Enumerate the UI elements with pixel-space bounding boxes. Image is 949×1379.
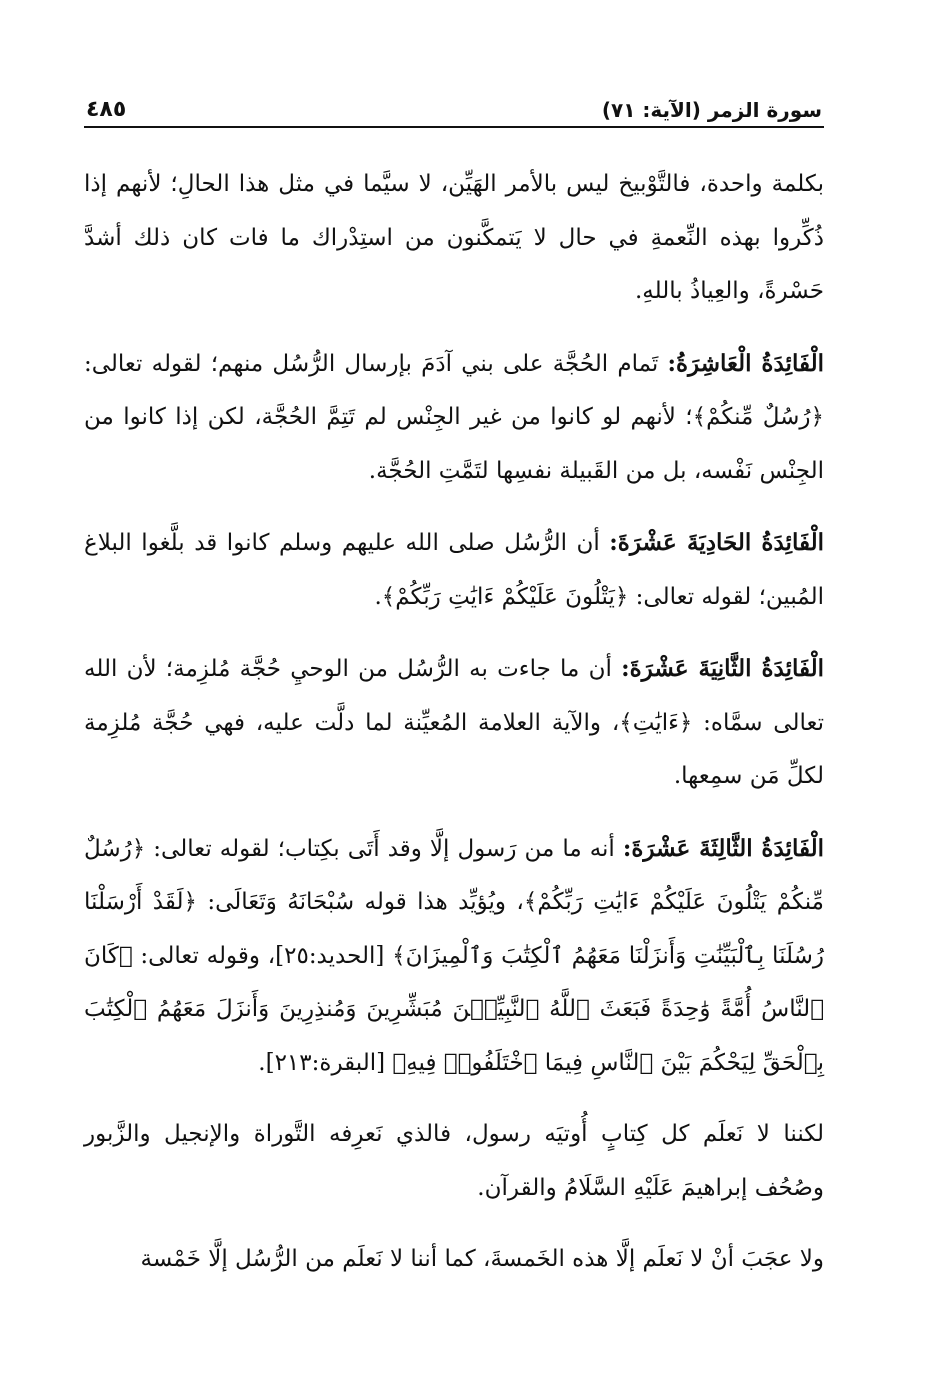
paragraph — [84, 1233, 824, 1287]
benefit-heading: الْفَائِدَةُ الثَّالِثَةَ عَشْرَةَ: — [622, 834, 824, 862]
paragraph — [84, 822, 824, 1091]
page-number: ٤٨٥ — [86, 97, 127, 122]
paragraph-text: تَمام الحُجَّة على بني آدَمَ بإرسال الرُّسُل منهم؛ لقوله تعالى: ﴿رُسُلٌ مِّنكُمْ﴾؛ لأنهم لو كانوا من غير الجِنْس لم تَتِمَّ الحُجَّة، لكن إذا كانوا من الجِنْس نَفْسه، بل من القَبيلة نفسِها لتَمَّتِ الحُجَّة. — [84, 350, 824, 484]
paragraph-text: لكننا لا نَعلَم كل كِتابٍ أُوتيَه رسول، فالذي نَعرِفه التَّوراة والإنجيل والزَّبور وصُحُف إبراهيمَ عَلَيْهِ السَّلَامُ والقرآن. — [84, 1121, 824, 1201]
paragraph — [84, 516, 824, 624]
paragraph — [84, 1108, 824, 1215]
paragraph-text: أن الرُّسُل صلى الله عليهم وسلم كانوا قد بلَّغوا البلاغ المُبين؛ لقوله تعالى: ﴿يَتْلُونَ عَلَيْكُمْ ءَايَٰتِ رَبِّكُمْ﴾. — [84, 530, 824, 610]
surah-title: سورة الزمر (الآية: ٧١) — [601, 98, 822, 122]
page-body — [84, 158, 824, 1287]
paragraph — [84, 642, 824, 804]
paragraph-text: ولا عجَبَ أنْ لا نَعلَم إلَّا هذه الخَمسةَ، كما أننا لا نَعلَم من الرُّسُل إلَّا خَمْسة — [140, 1246, 824, 1272]
paragraph-text: أن ما جاءت به الرُّسُل من الوحيِ حُجَّة مُلزِمة؛ لأن الله تعالى سمَّاه: ﴿ءَايَٰتِ﴾، والآية العلامة المُعيِّنة لما دلَّت عليه، فهي حُجَّة مُلزِمة لكلِّ مَن سمِعها. — [84, 656, 824, 789]
benefit-heading: الْفَائِدَةُ الْعَاشِرَةُ: — [667, 349, 824, 377]
page — [84, 88, 824, 1305]
paragraph-text: أنه ما من رَسول إلَّا وقد أَتَى بكِتاب؛ لقوله تعالى: ﴿رُسُلٌ مِّنكُمْ يَتْلُونَ عَلَيْكُمْ ءَايَٰتِ رَبِّكُمْ﴾، ويُؤيِّد هذا قوله سُبْحَانَهُ وَتَعَالَى: ﴿لَقَدْ أَرْسَلْنَا رُسُلَنَا بِٱلْبَيِّنَٰتِ وَأَنزَلْنَا مَعَهُمُ ٱلْكِتَٰبَ وَٱلْمِيزَانَ﴾ [الحديد:٢٥]، وقوله تعالى: ﴿كَانَ ٱلنَّاسُ أُمَّةً وَٰحِدَةً فَبَعَثَ ٱللَّهُ ٱلنَّبِيِّـۧنَ مُبَشِّرِينَ وَمُنذِرِينَ وَأَنزَلَ مَعَهُمُ ٱلْكِتَٰبَ بِٱلْحَقِّ لِيَحْكُمَ بَيْنَ ٱلنَّاسِ فِيمَا ٱخْتَلَفُوا۟ فِيهِ﴾ [البقرة:٢١٣]. — [84, 835, 824, 1076]
paragraph — [84, 158, 824, 319]
benefit-heading: الْفَائِدَةُ الحَادِيَةَ عَشْرَةَ: — [609, 529, 824, 556]
paragraph — [84, 337, 824, 499]
page-header — [84, 88, 824, 128]
paragraph-text: بكلمة واحدة، فالتَّوْبيخ ليس بالأمر الهَيِّن، لا سيَّما في مثل هذا الحالِ؛ لأنهم إذا ذُكِّروا بهذه النِّعمةِ في حال لا يَتمكَّنون من استِدْراك ما فات كان ذلك أشدَّ حَسْرةً، والعِياذُ باللهِ. — [84, 171, 824, 304]
benefit-heading: الْفَائِدَةُ الثَّانِيَةَ عَشْرَةَ: — [621, 655, 825, 682]
